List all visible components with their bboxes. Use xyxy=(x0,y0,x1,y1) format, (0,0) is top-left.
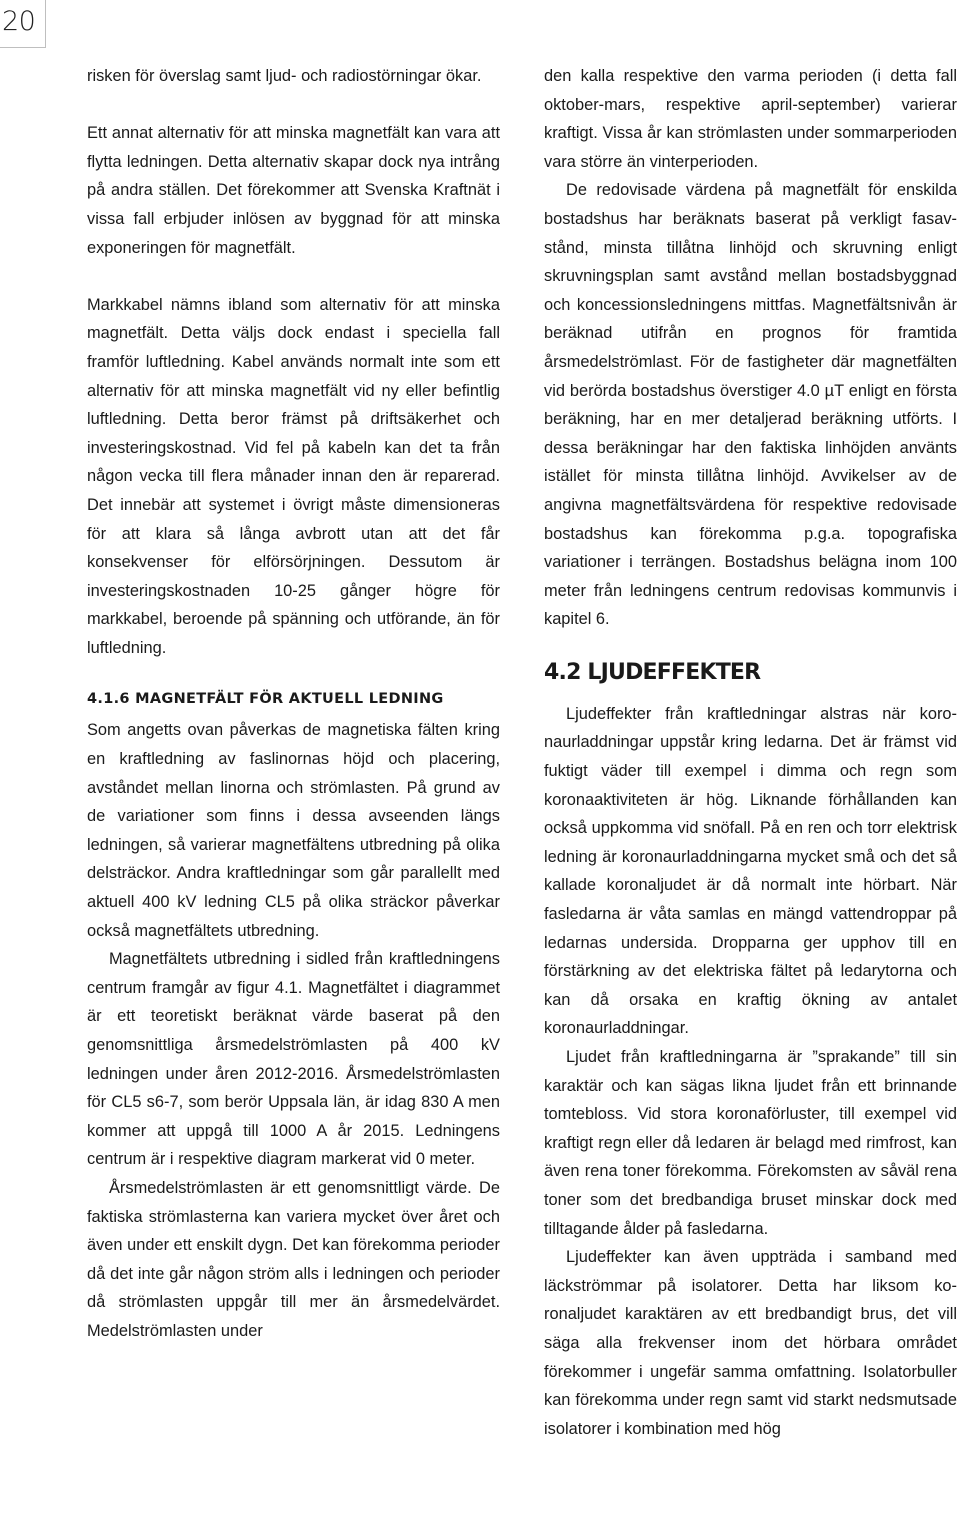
paragraph: Magnetfältets utbredning i sidled från kraftledningens centrum framgår av figur 4.1. Magnetfältet i diagrammet är ett teoretiskt beräknat värde baserat på den genomsnittliga årsmedelströmlasten på 400 kV ledningen under åren 2012-2016. Årsmedelströmlasten för CL5 s6-7, som berör Uppsala län, är idag 830 A men kommer att uppgå till 1000 A år 2015. Ledningens centrum är i respektive diagram markerat vid 0 meter. xyxy=(87,950,500,1169)
left-column xyxy=(87,62,500,1346)
right-column xyxy=(544,62,957,1443)
paragraph: risken för överslag samt ljud- och radiostörningar ökar. xyxy=(87,67,482,85)
page-number: 20 xyxy=(2,6,36,37)
paragraph: Ljudeffekter från kraftledningar alstras när koronaurladdningar uppstår kring ledarna. Det är främst vid fuktigt väder till exempel i dimma och regn som koronaaktiviteten är hög. Liknande förhållanden kan också uppkomma vid snöfall. På en ren och torr elektrisk ledning är koronaurladdningarna mycket små och det så kallade koronaljudet är då normalt inte hörbart. När fasledarna är våta samlas en mängd vattendroppar på ledarnas undersida. Dropparna ger upphov till en förstärkning av det elektriska fältet på ledarytorna och kan då orsaka en kraftig ökning av antalet koronaurladdningar. xyxy=(544,704,957,1038)
section-heading-4-2: 4.2 LJUDEFFEKTER xyxy=(544,659,761,685)
paragraph: Ett annat alternativ för att minska magnetfält kan vara att flytta ledningen. Detta alternativ skapar dock nya intrång på andra ställen. Det förekommer att Svenska Kraftnät i vissa fall erbjuder inlösen av byggnad för att minska exponeringen för magnetfält. xyxy=(87,124,500,257)
paragraph: Som angetts ovan påverkas de magnetiska fälten kring en kraftledning av faslinornas höjd och placering, avståndet mellan linorna och strömlasten. På grund av de variationer som finns i dessa avseenden längs ledningen, så varierar magnetfältens utbredning på olika delsträckor. Andra kraftledningar som går parallellt med aktuell 400 kV ledning CL5 på olika sträckor påverkar också magnetfältets utbredning. xyxy=(87,721,500,940)
paragraph: Årsmedelströmlasten är ett genomsnittligt värde. De faktiska strömlasterna kan variera mycket över året och även under ett enskilt dygn. Det kan förekomma perioder då det inte går någon ström alls i ledningen och perioder då strömlasten uppgår till mer än årsmedelvärdet. Medelströmlasten under xyxy=(87,1178,500,1340)
paragraph: De redovisade värdena på magnetfält för enskilda bostadshus har beräknats baserat på verkligt fasavstånd, minsta tillåtna linhöjd och skruvning enligt skruvningsplan samt avstånd mellan bostadsbyggnad och koncessionsledningens mittfas. Magnetfältsnivån är beräknad utifrån en prognos för framtida årsmedelströmlast. För de fastigheter där magnetfälten vid berörda bostadshus överstiger 4.0 µT enligt en första beräkning, har en mer detaljerad beräkning utförts. I dessa beräkningar har den faktiska linhöjden använts istället för minsta tillåtna linhöjd. Avvikelser av de angivna magnetfältsvärdena för respektive redovisade bostadshus kan förekomma p.g.a. topografiska variationer i terrängen. Bostadshus belägna inom 100 meter från ledningens centrum redovisas kommunvis i kapitel 6. xyxy=(544,181,957,629)
section-heading-4-1-6: 4.1.6 MAGNETFÄLT FÖR AKTUELL LEDNING xyxy=(87,691,444,708)
paragraph: Ljudet från kraftledningarna är ”sprakande” till sin karaktär och kan sägas likna ljudet från ett brinnande tomtebloss. Vid stora koronaförluster, till exempel vid kraftigt regn eller då ledaren är belagd med rimfrost, kan även rena toner förekomma. Förekomsten av såväl rena toner som det bredbandiga bruset minskar dock med tilltagande ålder på fasledarna. xyxy=(544,1048,957,1238)
paragraph: Ljudeffekter kan även uppträda i samband med läckströmmar på isolatorer. Detta har liksom koronaljudet karaktären av ett bredbandigt brus, det vill säga alla frekvenser inom det hörbara området förekommer i ungefär samma omfattning. Isolatorbuller kan förekomma under regn samt vid starkt nedsmutsade isolatorer i kombination med hög xyxy=(544,1248,957,1438)
paragraph: Markkabel nämns ibland som alternativ för att minska magnetfält. Detta väljs dock endast i speciella fall framför luftledning. Kabel används normalt inte som ett alternativ för att minska magnetfält vid ny eller befintlig luftledning. Detta beror främst på driftsäkerhet och investeringskostnad. Vid fel på kabeln kan det ta från någon vecka till flera månader innan den är reparerad. Det innebär att systemet i övrigt måste dimensioneras för att klara så långa avbrott utan att det får konsekvenser för elförsörjningen. Dessutom är investeringskostnaden 10-25 gånger högre för markkabel, beroende på spänning och utförande, än för luftledning. xyxy=(87,295,500,657)
page-number-box xyxy=(0,0,46,48)
paragraph: den kalla respektive den varma perioden (i detta fall oktober-mars, respektive april-september) varierar kraftigt. Vissa år kan strömlasten under sommarperioden vara större än vinterperioden. xyxy=(544,67,957,171)
